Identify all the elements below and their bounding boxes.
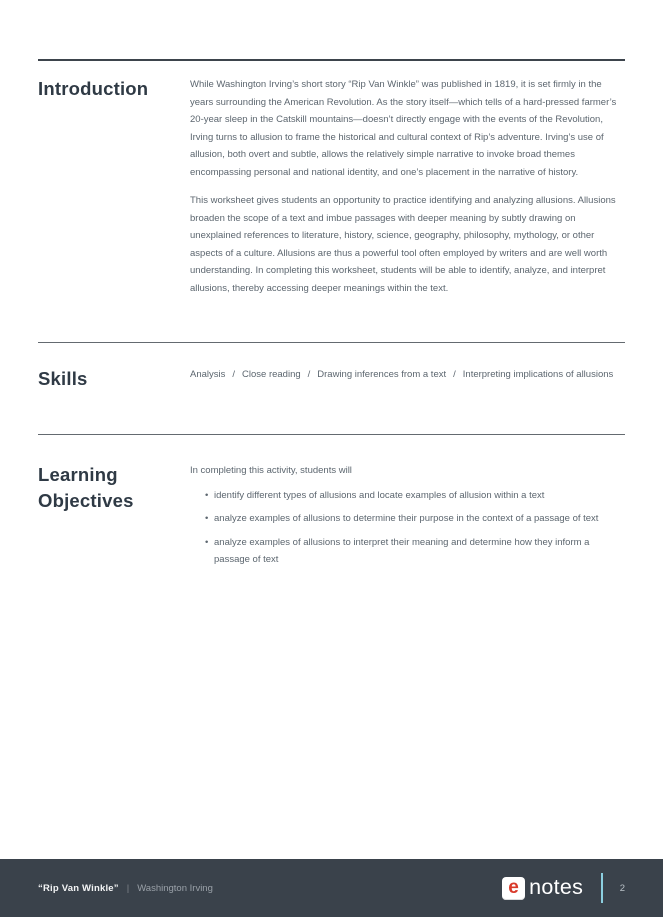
learning-objectives-intro: In completing this activity, students will [190, 465, 352, 476]
enotes-logo-text: notes [529, 875, 584, 900]
skill-separator: / [232, 369, 236, 380]
skill-separator: / [453, 369, 456, 380]
skills-heading: Skills [38, 368, 88, 389]
footer-work-title: “Rip Van Winkle” [38, 882, 119, 894]
enotes-logo-e: e [508, 876, 519, 898]
skill-separator: / [307, 369, 311, 380]
skill-item: Drawing inferences from a text [317, 369, 447, 380]
footer-work-info [38, 883, 213, 894]
footer-divider: | [126, 882, 130, 894]
learning-objective-item: • analyze examples of allusions to determine their purpose in the context of a passage of text [205, 510, 625, 528]
introduction-paragraph-2: This worksheet gives students an opportunity to practice identifying and analyzing allusions. Allusions broaden the scope of a text and imbue passages with deeper meaning by subtly drawing on unexplained references to literature, history, science, geography, philosophy, mythology, or other aspects of a culture. Allusions are thus a powerful tool often employed by writers and are well worth understanding. In completing this worksheet, students will be able to identify, analyze, and interpret allusions, thereby accessing deeper meanings within the text. [190, 195, 616, 294]
enotes-logo-icon [502, 877, 525, 900]
learning-objectives-body [190, 462, 625, 575]
introduction-paragraph-1: While Washington Irving’s short story “Rip Van Winkle” was published in 1819, it is set firmly in the years surrounding the American Revolution. As the story itself—which tells of a hard-pressed farmer’s 20-year sleep in the Catskill mountains—doesn’t directly engage with the events of the Revolution, Irving turns to allusion to frame the historical and cultural context of Rip’s adventure. Irving’s use of allusion, both overt and subtle, allows the relatively simple narrative to invoke broad themes encompassing personal and national identity, and one’s placement in the narrative of history. [190, 79, 617, 178]
page-number: 2 [619, 882, 625, 894]
footer-author: Washington Irving [137, 882, 213, 894]
section-introduction [38, 61, 625, 297]
skill-item: Analysis [190, 369, 226, 380]
introduction-heading: Introduction [38, 78, 149, 99]
learning-objectives-list [190, 487, 625, 569]
skill-item: Close reading [242, 369, 301, 380]
learning-objective-item: • identify different types of allusions and locate examples of allusion within a text [205, 487, 625, 505]
learning-objective-item: • analyze examples of allusions to interpret their meaning and determine how they inform a passage of text [205, 534, 625, 569]
page-footer [0, 859, 663, 917]
section-learning-objectives [38, 435, 625, 575]
skill-item: Interpreting implications of allusions [462, 369, 614, 380]
learning-objectives-heading: Learning Objectives [38, 464, 134, 511]
enotes-logo [502, 877, 583, 900]
skills-list [190, 366, 625, 384]
section-skills [38, 343, 625, 394]
footer-vertical-line [601, 873, 603, 903]
introduction-body [190, 76, 625, 297]
page-content [0, 59, 663, 575]
footer-brand-area [502, 873, 625, 903]
